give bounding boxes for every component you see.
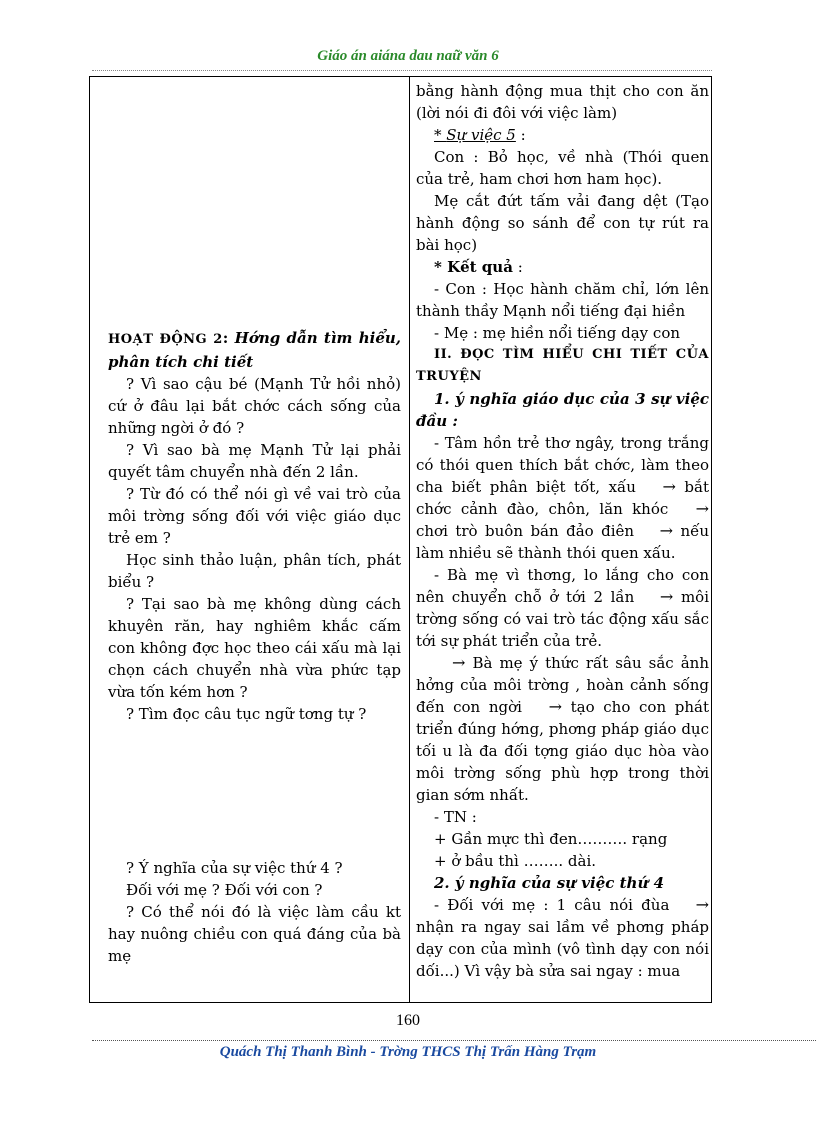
analysis-child-habit — [416, 432, 709, 564]
event-5-heading — [416, 124, 709, 146]
left-blank-space-2 — [108, 725, 401, 857]
result-colon: : — [512, 258, 523, 276]
analysis-text-c: chơi trò buôn bán đảo điên — [416, 522, 635, 540]
proverb-1: + Gần mực thì đen………. rạng — [434, 830, 668, 848]
event-5-label: Sự việc 5 — [446, 126, 516, 144]
mother-text-b: môi trờng sống có vai trò tác động xấu sắc tới sự phát triển của trẻ. — [416, 588, 709, 650]
analysis-environment — [416, 652, 709, 806]
result-child: - Con : Học hành chăm chỉ, lớn lên thành thầy Mạnh nổi tiếng đại hiền — [416, 280, 709, 320]
question-9: ? Có thể nói đó là việc làm cầu kt hay nuông chiều con quá đáng của bà mẹ — [108, 903, 401, 965]
analysis-text-b: bắt chớc cảnh đào, chôn, lăn khóc — [416, 478, 709, 518]
arrow-icon: → — [695, 499, 709, 518]
question-7: ? Ý nghĩa của sự việc thứ 4 ? — [126, 859, 343, 877]
analysis-event-4 — [416, 894, 709, 982]
section-2-heading: II. ĐỌC TÌM HIỂU CHI TIẾT CỦA TRUYỆN — [416, 347, 709, 384]
event-4-text-b: nhận ra ngay sai lầm về phơng pháp dạy con của mình (vô tình dạy con nói dối...) Vì vậy bà sửa sai ngay : mua — [416, 918, 709, 980]
analysis-mother-moves — [416, 564, 709, 652]
page-header: Giáo án aiána dau naữ văn 6 — [317, 48, 499, 64]
header-divider — [92, 70, 712, 71]
left-blank-space — [108, 77, 401, 327]
proverb-heading: - TN : — [434, 808, 477, 826]
page-number: 160 — [396, 1012, 420, 1029]
arrow-icon: → — [452, 653, 466, 672]
environment-text-a: Bà mẹ ý thức rất sâu sắc ảnh hởng của môi trờng , hoàn cảnh sống đến con ngời — [416, 654, 709, 716]
arrow-icon: → — [659, 521, 673, 540]
question-3: ? Từ đó có thể nói gì về vai trò của môi trờng sống đối với việc giáo dục trẻ em ? — [108, 485, 401, 547]
subsection-2-heading: 2. ý nghĩa của sự việc thứ 4 — [434, 874, 665, 892]
question-5: ? Tại sao bà mẹ không dùng cách khuyên răn, hay nghiêm khắc cấm con không đợc học theo cái xấu mà lại chọn cách chuyển nhà vừa phức tạp vừa tốn kém hơn ? — [108, 595, 401, 701]
question-8: Đối với mẹ ? Đối với con ? — [126, 881, 323, 899]
question-6: ? Tìm đọc câu tục ngữ tơng tự ? — [126, 705, 367, 723]
environment-text-b: tạo cho con phát triển đúng hớng, phơng pháp giáo dục tối u là đa đối tợng giáo dục hòa vào môi trờng sống phù hợp trong thời gian sớm nhất. — [416, 698, 709, 804]
lesson-table — [89, 76, 712, 1003]
question-4: Học sinh thảo luận, phân tích, phát biểu ? — [108, 551, 401, 591]
proverb-2: + ở bầu thì …….. dài. — [434, 852, 597, 870]
activity-heading — [108, 327, 401, 373]
event-5-mother: Mẹ cắt đứt tấm vải đang dệt (Tạo hành động so sánh để con tự rút ra bài học) — [416, 192, 709, 254]
arrow-icon: → — [548, 697, 562, 716]
analysis-text-d: nếu làm nhiều sẽ thành thói quen xấu. — [416, 522, 709, 562]
content-line-1: bằng hành động mua thịt cho con ăn (lời nói đi đôi với việc làm) — [416, 82, 709, 122]
question-1: ? Vì sao cậu bé (Mạnh Tử hồi nhỏ) cứ ở đâu lại bắt chớc cách sống của những ngời ở đó ? — [108, 375, 401, 437]
activity-label: HOẠT ĐỘNG 2 — [108, 332, 223, 347]
teacher-activities-column — [90, 77, 409, 1002]
page-footer: Quách Thị Thanh Bình - Trờng THCS Thị Trấn Hàng Trạm — [219, 1044, 597, 1060]
result-mother: - Mẹ : mẹ hiền nổi tiếng dạy con — [434, 324, 681, 342]
mother-text-a: - Bà mẹ vì thơng, lo lắng cho con nên chuyển chỗ ở tới 2 lần — [416, 566, 709, 606]
arrow-icon: → — [659, 587, 674, 606]
footer-divider — [92, 1040, 816, 1041]
event-5-colon: : — [515, 126, 526, 144]
lesson-content-column — [410, 77, 712, 1002]
arrow-icon: → — [662, 477, 676, 496]
event-5-star: * — [434, 126, 447, 144]
subsection-1-heading: 1. ý nghĩa giáo dục của 3 sự việc đầu : — [416, 390, 709, 430]
event-4-text-a: - Đối với mẹ : 1 câu nói đùa — [434, 896, 670, 914]
analysis-text-a: - Tâm hồn trẻ thơ ngây, trong trắng có thói quen thích bắt chớc, làm theo cha biết phân biệt tốt, xấu — [416, 434, 709, 496]
result-label: * Kết quả — [434, 258, 513, 276]
question-2: ? Vì sao bà mẹ Mạnh Tử lại phải quyết tâm chuyển nhà đến 2 lần. — [108, 441, 401, 481]
activity-sep: : — [222, 329, 235, 347]
activity-title: Hớng dẫn tìm hiểu, phân tích chi tiết — [108, 329, 401, 371]
event-5-child: Con : Bỏ học, về nhà (Thói quen của trẻ, ham chơi hơn ham học). — [416, 148, 709, 188]
result-heading — [416, 256, 709, 278]
arrow-icon: → — [695, 895, 709, 914]
